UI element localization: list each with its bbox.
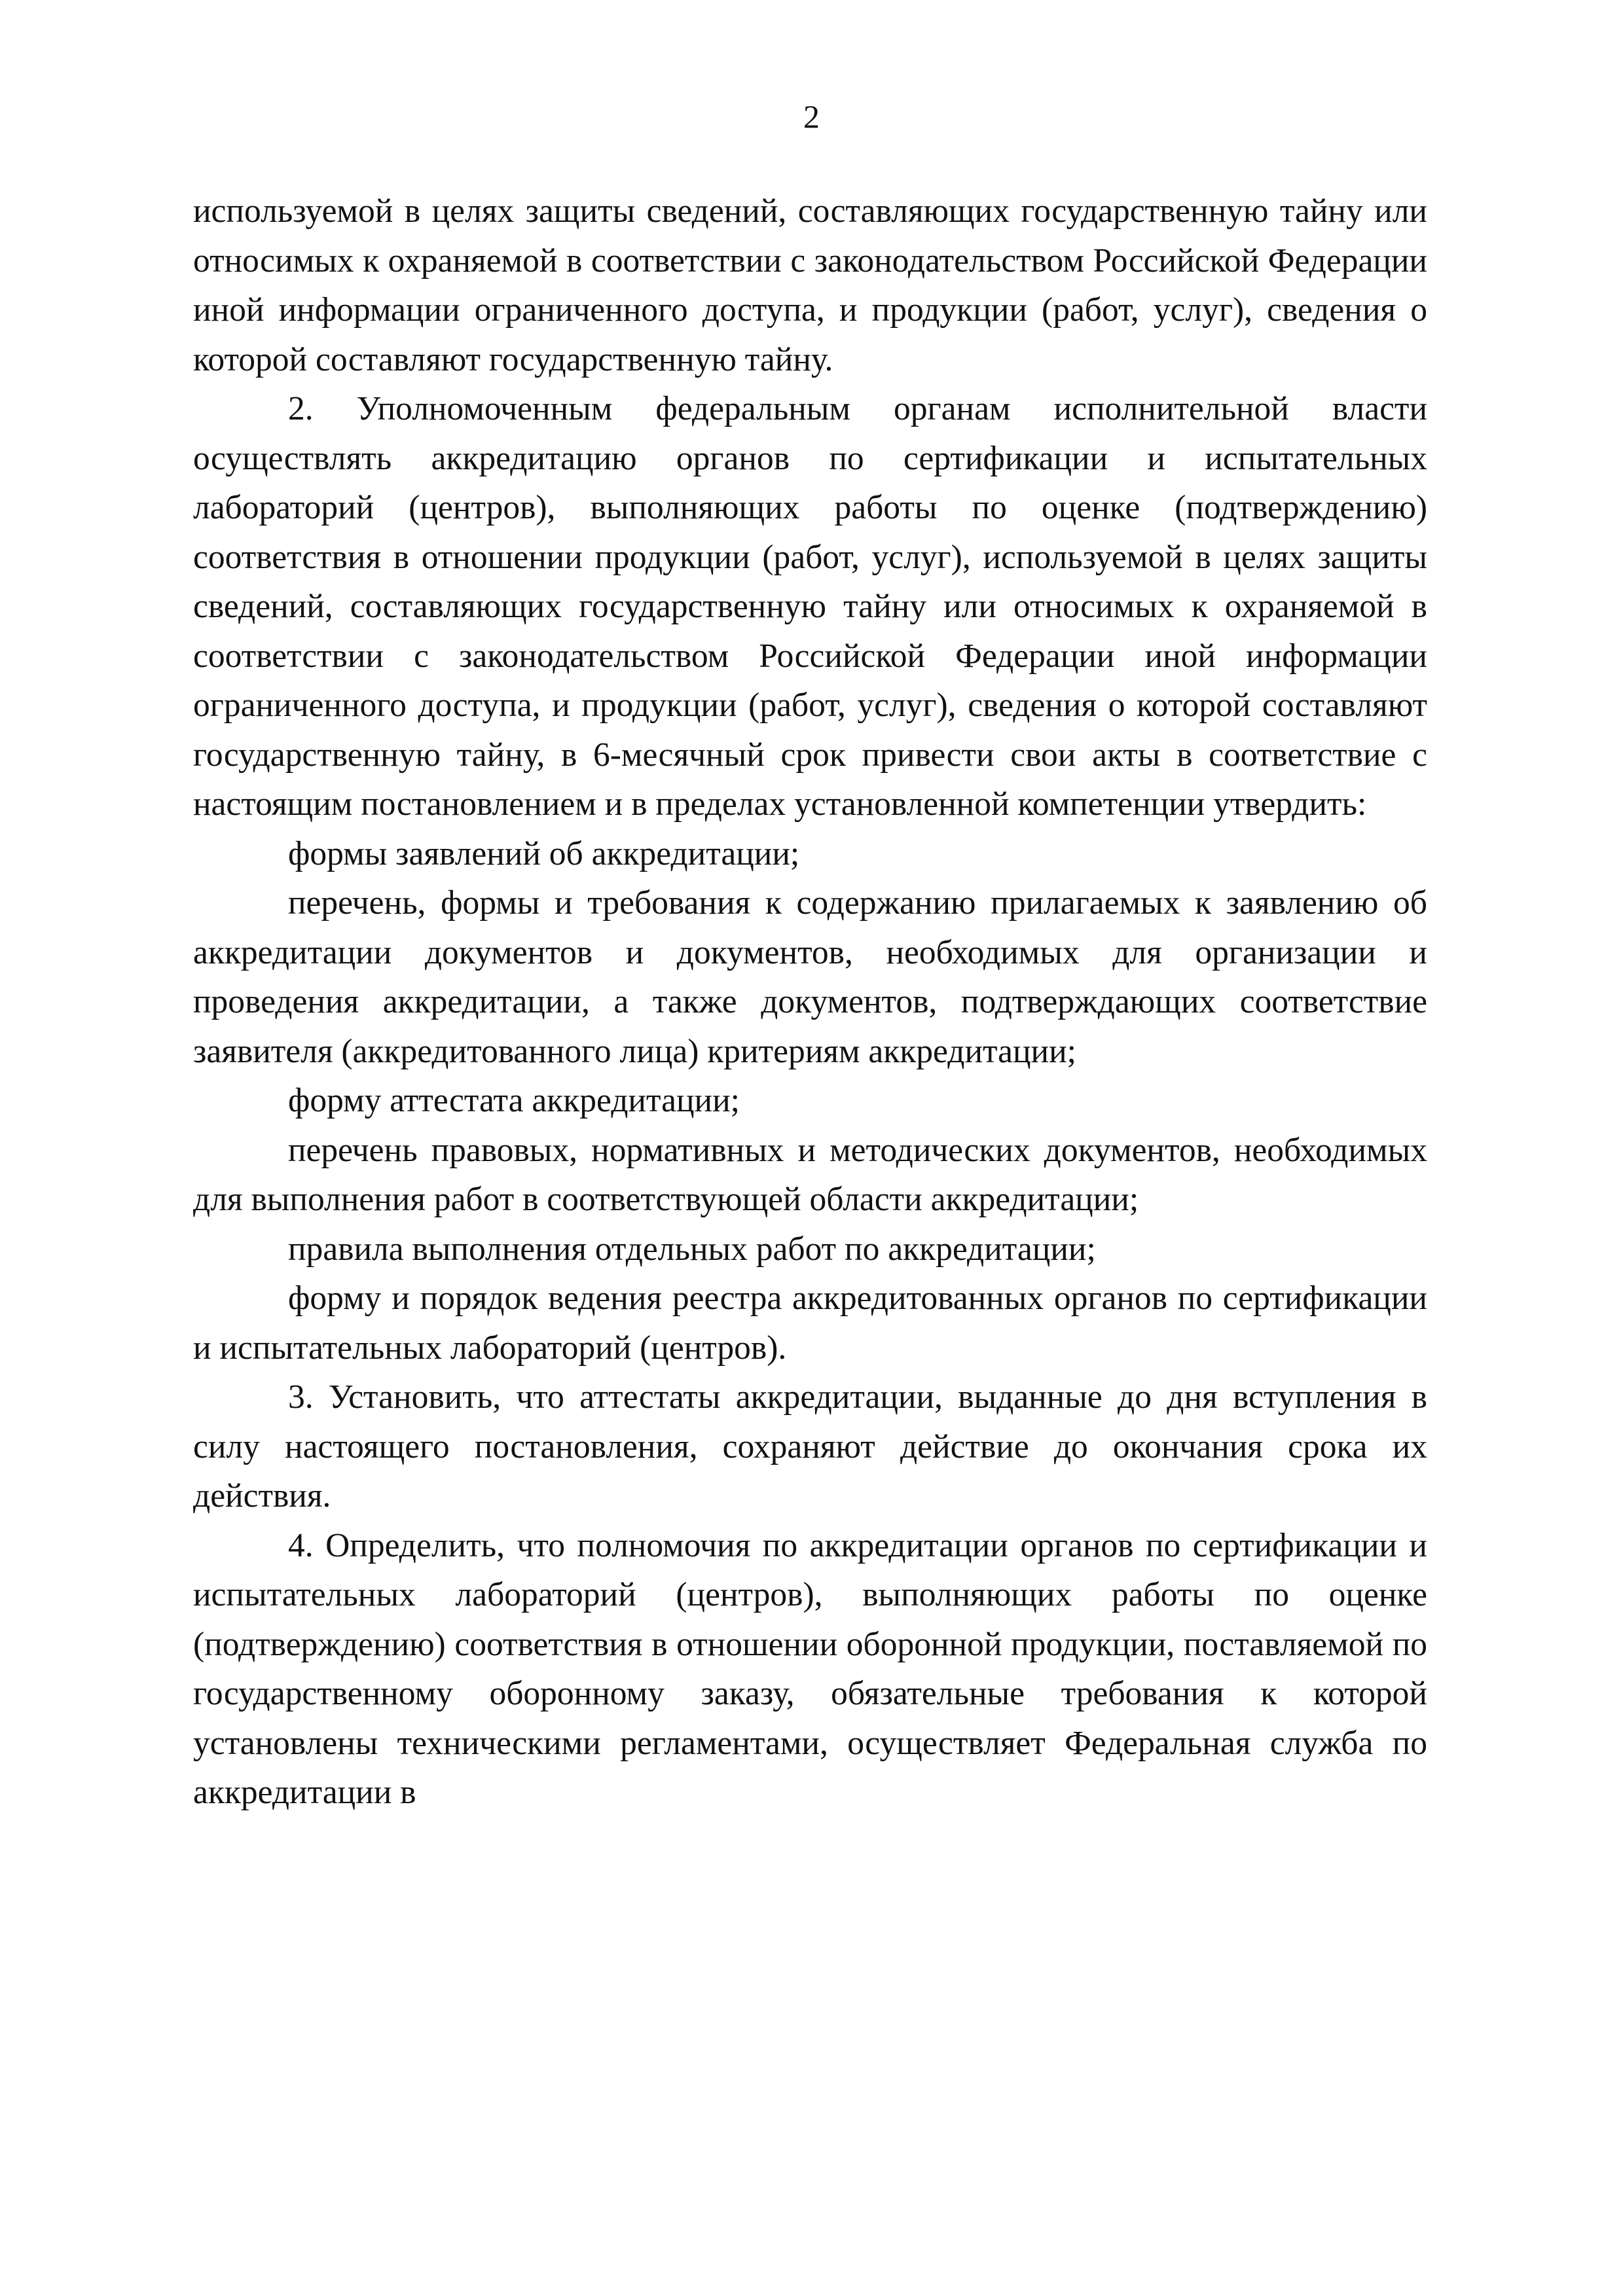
- paragraph-list-item: форму и порядок ведения реестра аккредитованных органов по сертификации и испытательных лабораторий (центров).: [193, 1280, 1427, 1367]
- document-body: [193, 187, 1427, 1818]
- paragraph-list-item: перечень правовых, нормативных и методических документов, необходимых для выполнения работ в соответствующей области аккредитации;: [193, 1131, 1427, 1218]
- paragraph-continuation: используемой в целях защиты сведений, составляющих государственную тайну или относимых к охраняемой в соответствии с законодательством Российской Федерации иной информации ограниченного доступа, и продукции (работ, услуг), сведения о которой составляют государственную тайну.: [193, 192, 1427, 378]
- paragraph-item-3: 3. Установить, что аттестаты аккредитации, выданные до дня вступления в силу настоящего постановления, сохраняют действие до окончания срока их действия.: [193, 1378, 1427, 1515]
- paragraph-list-item: перечень, формы и требования к содержанию прилагаемых к заявлению об аккредитации документов и документов, необходимых для организации и проведения аккредитации, а также документов, подтверждающих соответствие заявителя (аккредитованного лица) критериям аккредитации;: [193, 884, 1427, 1070]
- paragraph-list-item: форму аттестата аккредитации;: [288, 1082, 740, 1119]
- page-number: 2: [803, 98, 820, 135]
- paragraph-list-item: правила выполнения отдельных работ по аккредитации;: [288, 1230, 1096, 1268]
- paragraph-item-2: 2. Уполномоченным федеральным органам исполнительной власти осуществлять аккредитацию органов по сертификации и испытательных лабораторий (центров), выполняющих работы по оценке (подтверждению) соответствия в отношении продукции (работ, услуг), используемой в целях защиты сведений, составляющих государственную тайну или относимых к охраняемой в соответствии с законодательством Российской Федерации иной информации ограниченного доступа, и продукции (работ, услуг), сведения о которой составляют государственную тайну, в 6-месячный срок привести свои акты в соответствие с настоящим постановлением и в пределах установленной компетенции утвердить:: [193, 390, 1427, 823]
- paragraph-item-4: 4. Определить, что полномочия по аккредитации органов по сертификации и испытательных лабораторий (центров), выполняющих работы по оценке (подтверждению) соответствия в отношении оборонной продукции, поставляемой по государственному оборонному заказу, обязательные требования к которой установлены техническими регламентами, осуществляет Федеральная служба по аккредитации в: [193, 1526, 1427, 1811]
- paragraph-list-item: формы заявлений об аккредитации;: [288, 834, 800, 872]
